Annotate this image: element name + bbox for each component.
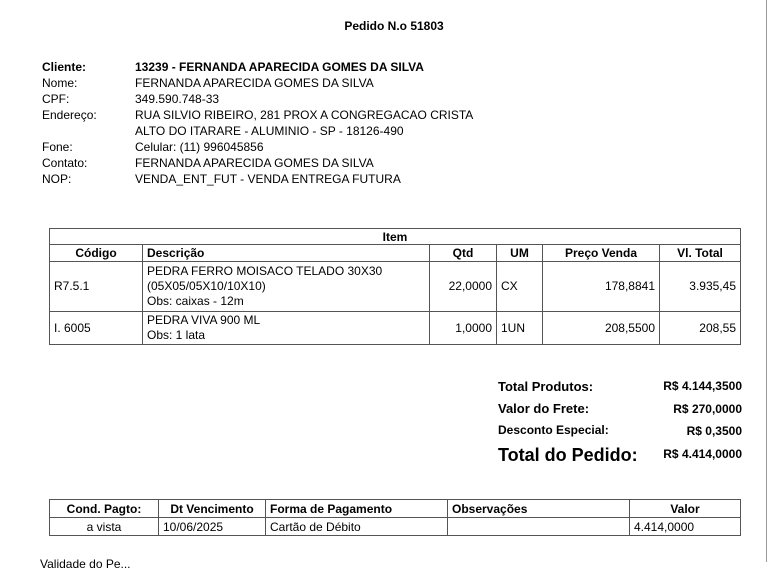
contato-value: FERNANDA APARECIDA GOMES DA SILVA	[135, 156, 374, 170]
cell-preco: 178,8841	[543, 262, 660, 312]
desc-line: PEDRA FERRO MOISACO TELADO 30X30	[147, 264, 383, 278]
desc-line: PEDRA VIVA 900 ML	[147, 313, 261, 327]
payment-table	[49, 499, 741, 536]
total-pedido-label: Total do Pedido:	[498, 445, 638, 465]
header-cond-pagto: Cond. Pagto:	[50, 500, 159, 518]
cell-um: 1UN	[497, 312, 543, 345]
cell-total: 3.935,45	[660, 262, 741, 312]
fone-value: Celular: (11) 996045856	[135, 140, 264, 154]
endereco-line1: RUA SILVIO RIBEIRO, 281 PROX A CONGREGACAO CRISTA	[135, 108, 474, 122]
items-caption: Item	[50, 229, 741, 245]
desc-obs: Obs: 1 lata	[147, 328, 206, 342]
total-produtos-value: R$ 4.144,3500	[663, 379, 742, 393]
nop-label: NOP:	[42, 172, 72, 186]
valor-frete-label: Valor do Frete:	[498, 401, 590, 416]
cell-codigo: R7.5.1	[50, 262, 143, 312]
endereco-label: Endereço:	[42, 108, 97, 122]
total-pedido-value: R$ 4.414,0000	[663, 447, 742, 461]
cpf-label: CPF:	[42, 92, 70, 106]
cell-obs	[448, 518, 630, 536]
contato-label: Contato:	[42, 156, 88, 170]
cell-cond: a vista	[50, 518, 159, 536]
table-row	[50, 312, 741, 345]
total-produtos-label: Total Produtos:	[498, 379, 594, 394]
header-vencimento: Dt Vencimento	[159, 500, 266, 518]
cell-um: CX	[497, 262, 543, 312]
cell-forma: Cartão de Débito	[266, 518, 448, 536]
order-title: Pedido N.o 51803	[344, 19, 444, 33]
header-codigo: Código	[50, 245, 143, 262]
cell-valor: 4.414,0000	[630, 518, 741, 536]
header-qtd: Qtd	[430, 245, 497, 262]
nop-value: VENDA_ENT_FUT - VENDA ENTREGA FUTURA	[135, 172, 401, 186]
validity-text-cut: Validade do Pe...	[40, 557, 131, 571]
cell-descricao	[143, 262, 430, 312]
cell-qtd: 1,0000	[430, 312, 497, 345]
cpf-value: 349.590.748-33	[135, 92, 220, 106]
desc-line: (05X05/05X10/10X10)	[147, 279, 266, 293]
desc-obs: Obs: caixas - 12m	[147, 294, 244, 308]
endereco-line2: ALTO DO ITARARE - ALUMINIO - SP - 18126-490	[135, 124, 404, 138]
header-observacoes: Observações	[448, 500, 630, 518]
valor-frete-value: R$ 270,0000	[673, 402, 742, 416]
cliente-label: Cliente:	[42, 60, 87, 74]
cell-venc: 10/06/2025	[159, 518, 266, 536]
items-table	[49, 228, 741, 345]
desconto-label: Desconto Especial:	[498, 423, 609, 437]
cell-preco: 208,5500	[543, 312, 660, 345]
table-row	[50, 518, 741, 536]
cell-total: 208,55	[660, 312, 741, 345]
header-total: Vl. Total	[660, 245, 741, 262]
desconto-value: R$ 0,3500	[686, 424, 742, 438]
cell-descricao	[143, 312, 430, 345]
page-edge	[766, 0, 767, 562]
header-um: UM	[497, 245, 543, 262]
header-descricao: Descrição	[143, 245, 430, 262]
nome-label: Nome:	[42, 76, 78, 90]
nome-value: FERNANDA APARECIDA GOMES DA SILVA	[135, 76, 374, 90]
fone-label: Fone:	[42, 140, 73, 154]
cliente-value: 13239 - FERNANDA APARECIDA GOMES DA SILVA	[135, 60, 424, 74]
cell-qtd: 22,0000	[430, 262, 497, 312]
header-forma: Forma de Pagamento	[266, 500, 448, 518]
header-valor: Valor	[630, 500, 741, 518]
table-row	[50, 262, 741, 312]
header-preco: Preço Venda	[543, 245, 660, 262]
cell-codigo: I. 6005	[50, 312, 143, 345]
